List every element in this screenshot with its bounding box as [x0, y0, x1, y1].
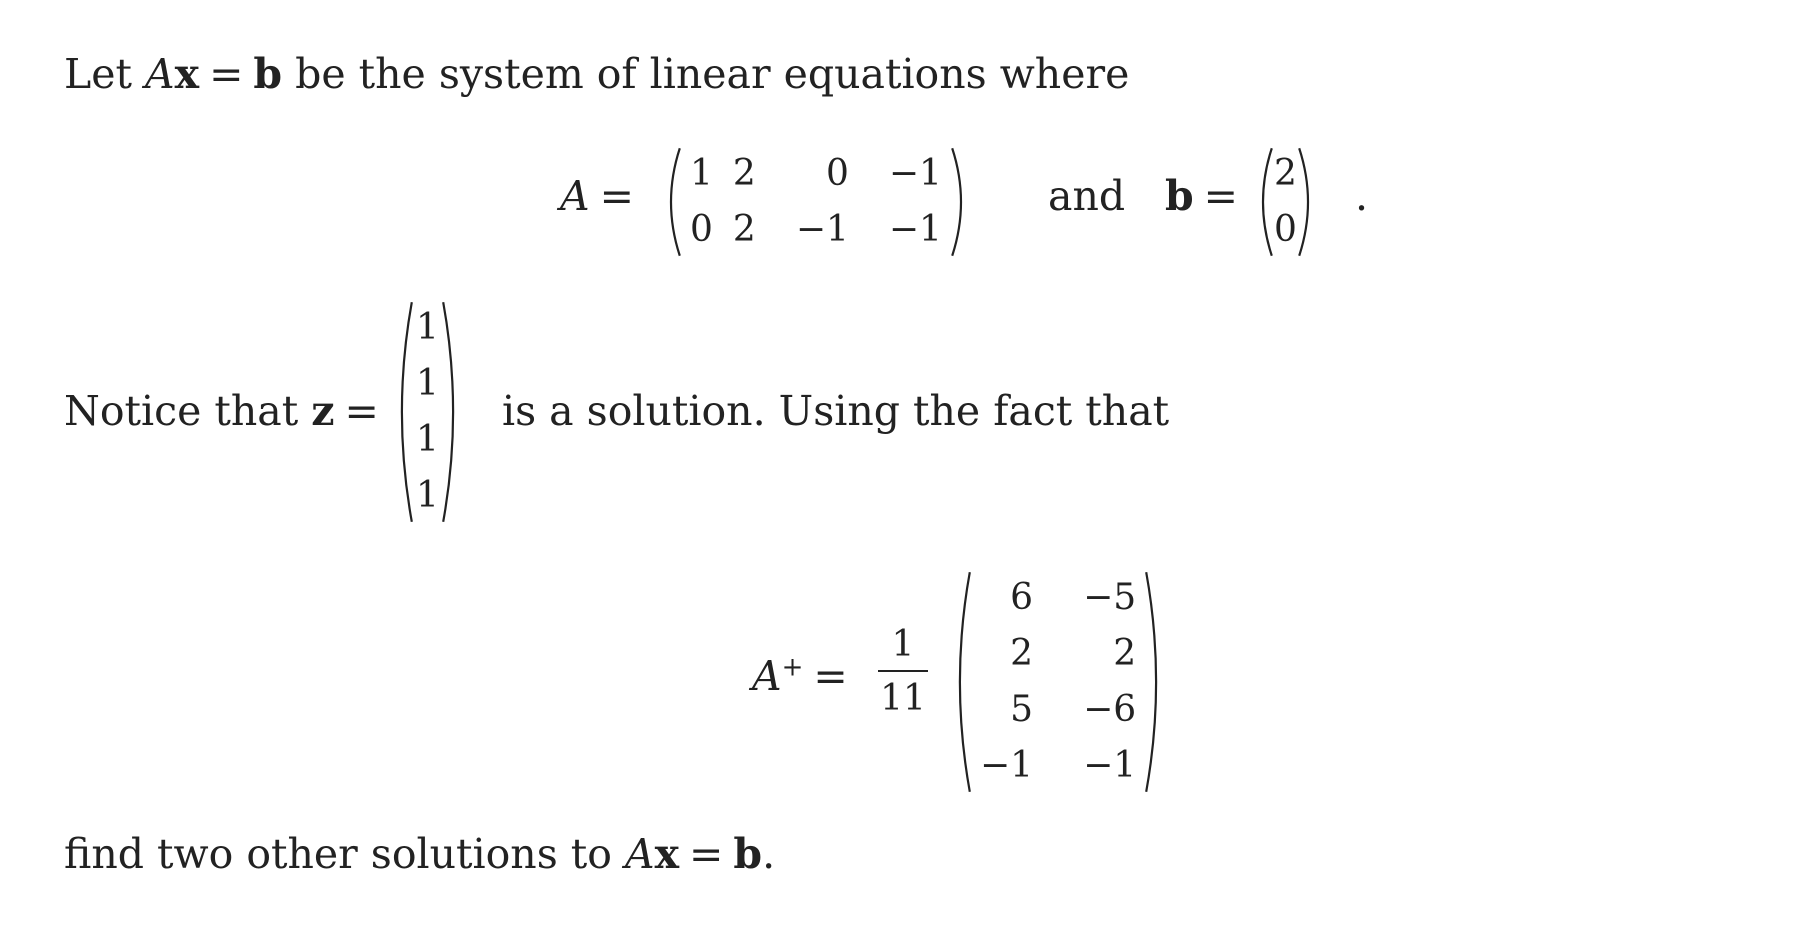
pinv-cell: 2: [1010, 633, 1034, 674]
left-paren: [660, 146, 682, 258]
notice-text: Notice that: [64, 387, 312, 435]
notice-z: z: [311, 387, 335, 435]
vector-b-period: .: [1355, 172, 1369, 220]
pseudoinverse-label: [752, 652, 858, 700]
matrix-A-cell: 1: [690, 153, 713, 194]
left-paren: [392, 300, 414, 524]
final-line: [64, 830, 775, 878]
left-paren: [950, 570, 972, 794]
pinv-cell: −1: [980, 745, 1034, 786]
intro-x: x: [174, 50, 200, 98]
right-paren: [950, 146, 972, 258]
right-paren: [1144, 570, 1166, 794]
matrix-A-label: [560, 172, 644, 220]
final-x: x: [654, 830, 680, 878]
right-paren: [1297, 146, 1319, 258]
matrix-A: [680, 146, 952, 258]
matrix-A-cell: 0: [690, 209, 713, 250]
matrix-A-cell: 0: [825, 153, 849, 194]
vector-z-cell: 1: [416, 419, 439, 460]
intro-equals: =: [209, 50, 244, 98]
fraction-numerator: 1: [878, 620, 928, 672]
pinv-cell: 5: [1010, 689, 1034, 730]
matrix-A-cell: −1: [888, 209, 942, 250]
pinv-cell: −6: [1083, 689, 1137, 730]
matrix-A-cell: −1: [888, 153, 942, 194]
right-paren: [441, 300, 463, 524]
pseudoinverse-equals: =: [813, 652, 848, 700]
matrix-A-symbol: A: [560, 172, 590, 220]
pinv-cell: −1: [1083, 745, 1137, 786]
matrix-A-cell: 2: [732, 209, 756, 250]
vector-b-cell: 0: [1274, 209, 1297, 250]
intro-line: [64, 50, 1129, 98]
vector-z-cell: 1: [416, 307, 439, 348]
intro-text-1: Let: [64, 50, 145, 98]
vector-b-equals: =: [1203, 172, 1239, 220]
pinv-cell: 6: [1010, 577, 1034, 618]
notice-after-text: is a solution. Using the fact that: [502, 387, 1170, 435]
left-paren: [1252, 146, 1274, 258]
matrix-A-equals: =: [599, 172, 634, 220]
vector-z: [412, 300, 443, 524]
intro-A: A: [145, 50, 175, 98]
notice-label: [64, 387, 389, 435]
pinv-cell: 2: [1113, 633, 1137, 674]
final-equals: =: [689, 830, 724, 878]
fraction-denominator: 11: [880, 678, 926, 719]
matrix-A-row: [680, 202, 952, 258]
pseudoinverse-A: A: [752, 652, 782, 700]
and-text: and: [1048, 172, 1126, 220]
pinv-cell: −5: [1083, 577, 1137, 618]
vector-b-cell: 2: [1274, 153, 1297, 194]
final-period: .: [762, 830, 776, 878]
matrix-A-cell: 2: [732, 153, 756, 194]
vector-b-symbol: b: [1165, 172, 1194, 220]
final-A: A: [624, 830, 655, 878]
vector-z-cell: 1: [416, 475, 439, 516]
pseudoinverse-plus: +: [781, 652, 804, 683]
intro-b: b: [253, 50, 283, 98]
matrix-A-row: [680, 146, 952, 202]
vector-b-label: [1165, 172, 1248, 220]
intro-text-2: be the system of linear equations where: [282, 50, 1130, 98]
final-b: b: [733, 830, 763, 878]
matrix-A-cell: −1: [795, 209, 849, 250]
vector-b: [1272, 146, 1299, 258]
notice-equals: =: [344, 387, 379, 435]
final-text: find two other solutions to: [64, 830, 625, 878]
fraction-one-eleventh: [878, 620, 928, 726]
vector-z-cell: 1: [416, 363, 439, 404]
pseudoinverse-matrix: [970, 570, 1146, 794]
